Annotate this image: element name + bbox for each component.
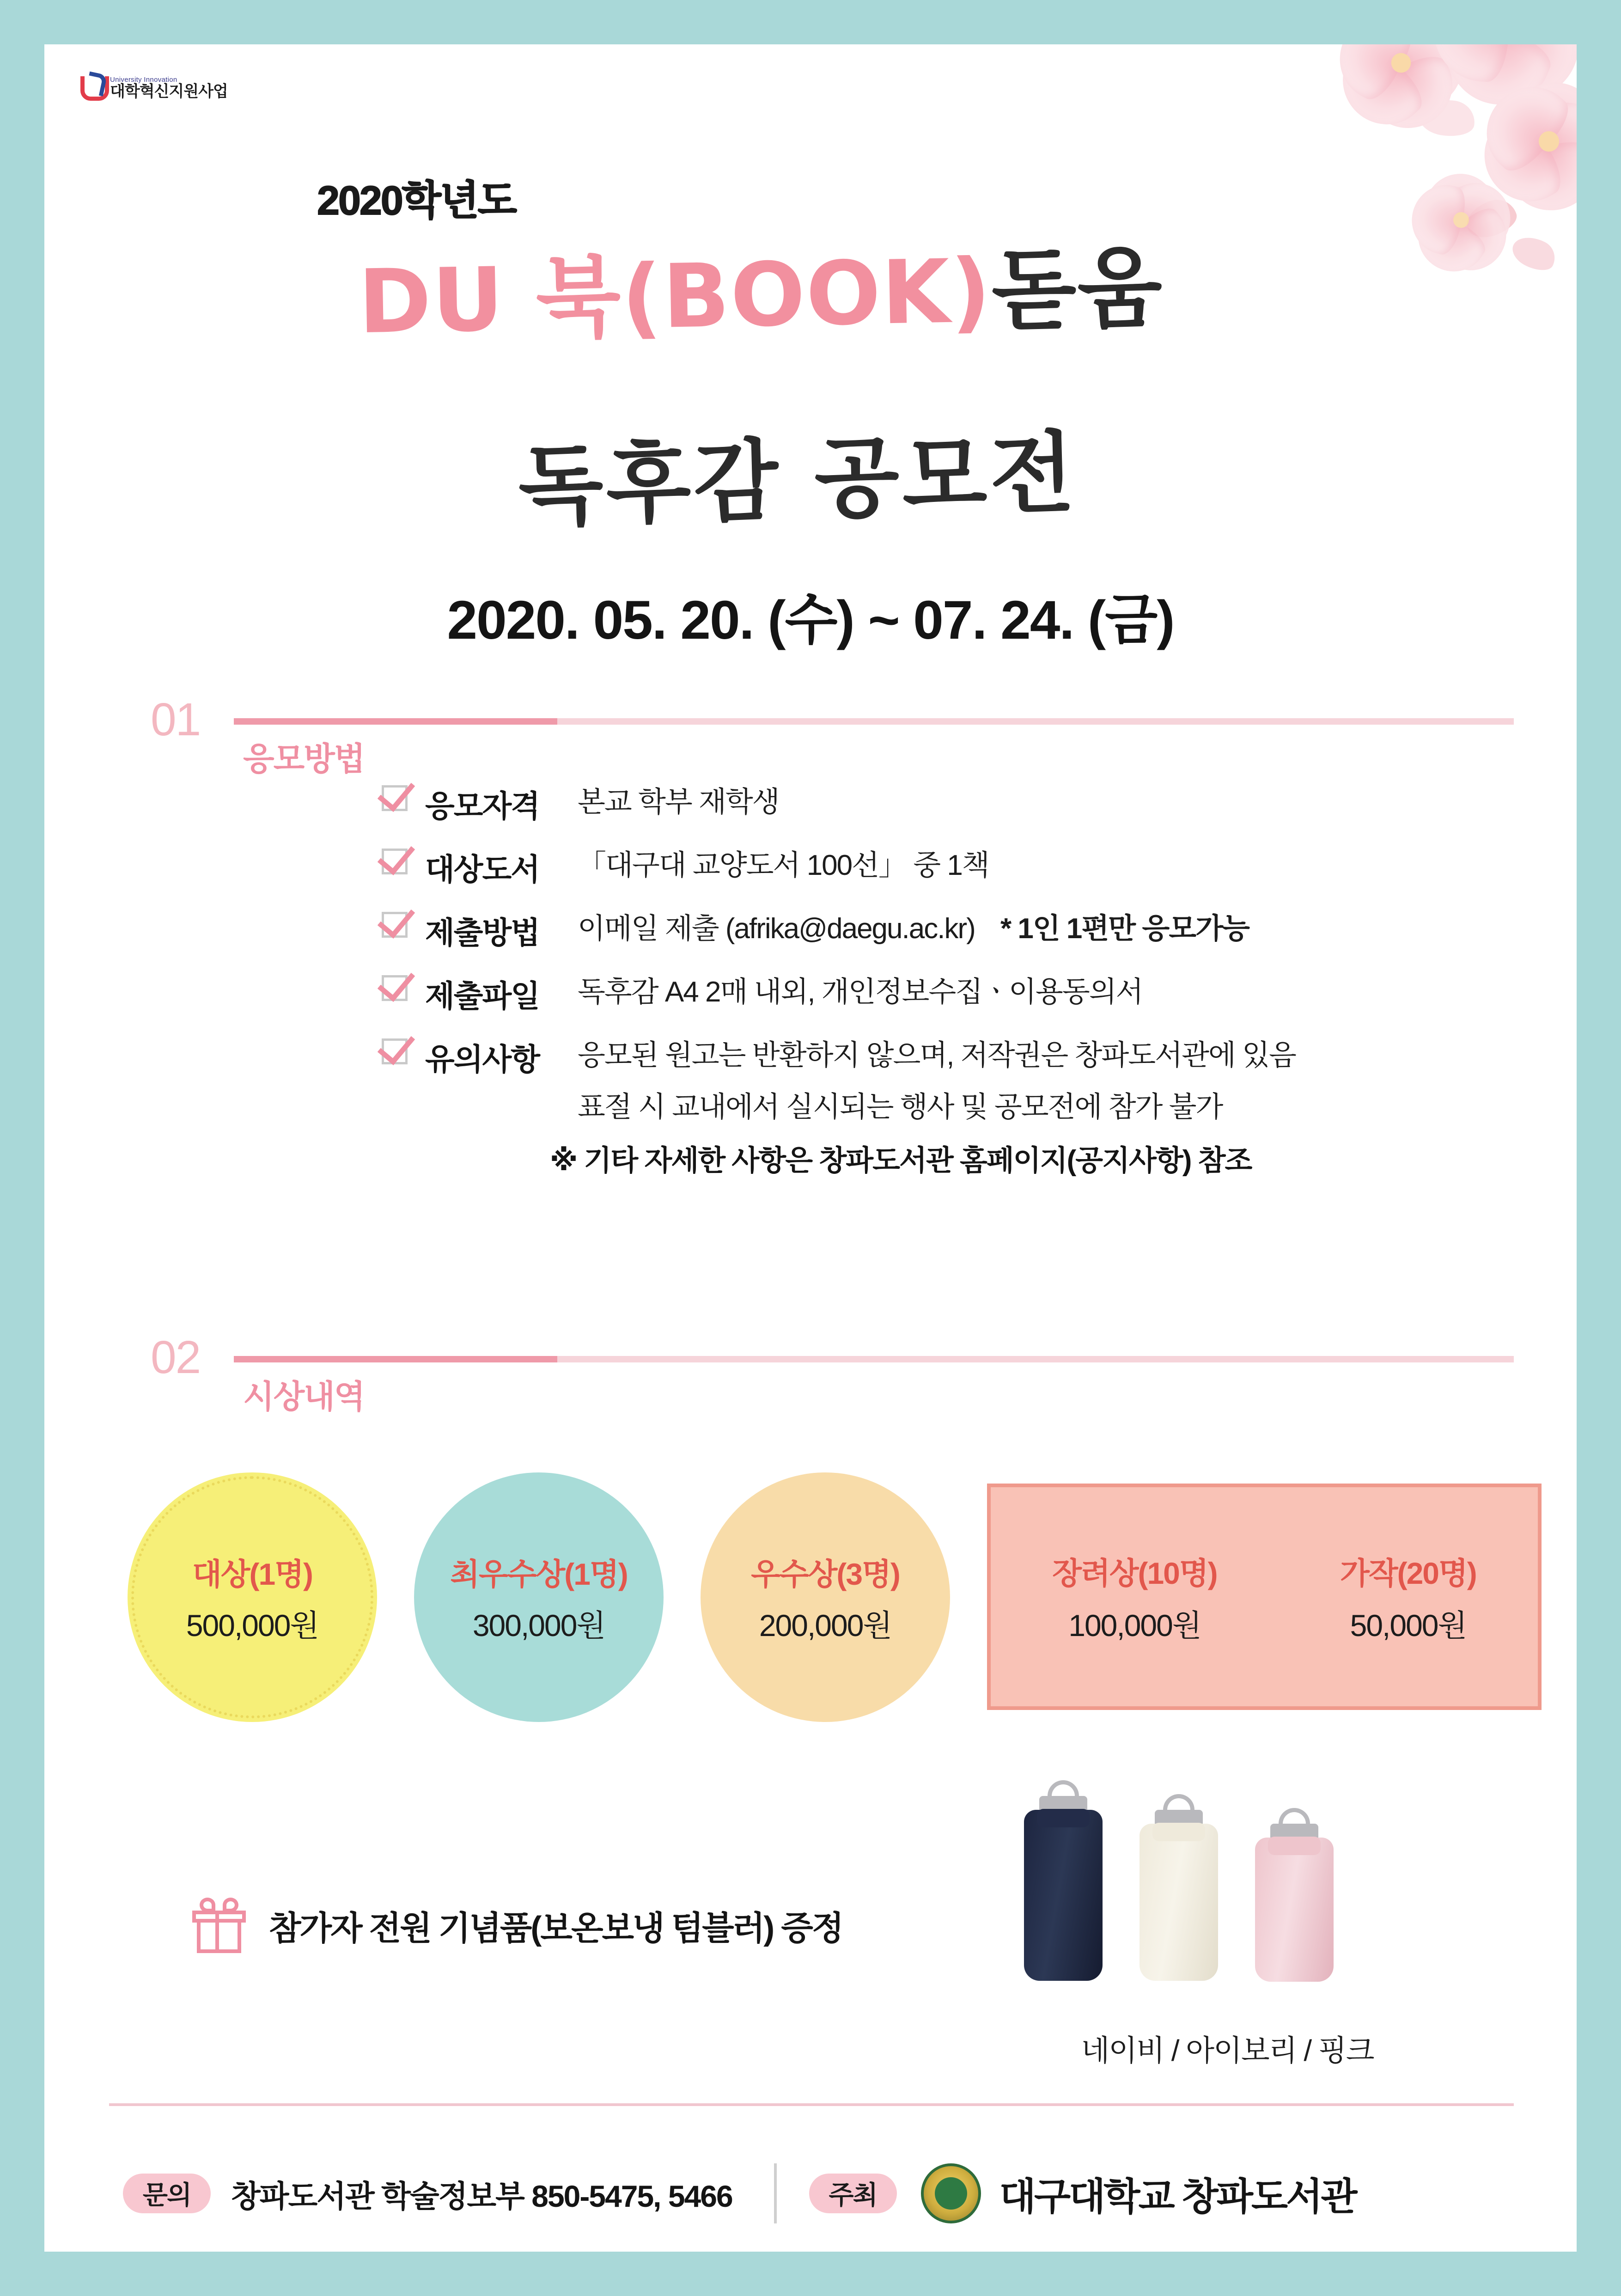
section-number: 02 xyxy=(151,1331,201,1383)
university-innovation-icon xyxy=(78,73,105,104)
tumbler-navy-icon xyxy=(1024,1796,1103,1995)
prize-item-encouragement xyxy=(1052,1549,1217,1645)
prize-item-grand xyxy=(128,1472,377,1722)
academic-year: 2020학년도 xyxy=(317,177,516,223)
section-label: 시상내역 xyxy=(243,1379,365,1415)
row-key: 제출방법 xyxy=(425,916,540,950)
prize-title: 가작(20명) xyxy=(1340,1556,1476,1590)
inquiry-badge: 문의 xyxy=(123,2174,211,2213)
prize-box-minor xyxy=(987,1484,1542,1710)
row-key: 제출파일 xyxy=(425,979,540,1013)
program-logo xyxy=(78,73,228,104)
row-value: 독후감 A4 2매 내외, 개인정보수집ㆍ이용동의서 xyxy=(578,976,1143,1008)
row-key: 유의사항 xyxy=(425,1042,540,1076)
list-item xyxy=(382,1035,1577,1182)
prize-amount: 100,000원 xyxy=(1068,1608,1201,1643)
row-value-text-second-line: 표절 시 교내에서 실시되는 행사 및 공모전에 참가 불가 xyxy=(578,1091,1223,1123)
tumbler-images xyxy=(1024,1782,1384,1995)
list-item xyxy=(382,782,1577,825)
university-emblem-icon xyxy=(921,2163,981,2223)
row-value-text: 응모된 원고는 반환하지 않으며, 저작권은 창파도서관에 있음 xyxy=(578,1039,1296,1071)
footer-vertical-divider xyxy=(774,2163,777,2223)
host-name: 대구대학교 창파도서관 xyxy=(999,2175,1356,2218)
row-value: 본교 학부 재학생 xyxy=(578,786,779,818)
list-item xyxy=(382,845,1577,889)
prize-amount: 200,000원 xyxy=(759,1608,892,1643)
prize-amount: 500,000원 xyxy=(186,1608,319,1643)
gift-box-icon xyxy=(192,1898,246,1953)
title-pink-part: DU 북(BOOK) xyxy=(357,240,993,354)
host-badge: 주최 xyxy=(809,2174,897,2213)
check-icon xyxy=(382,975,408,1001)
poster-sheet xyxy=(44,44,1577,2252)
row-value-emphasis: * 1인 1편만 응모가능 xyxy=(1000,913,1249,945)
row-value: 「대구대 교양도서 100선」 중 1책 xyxy=(578,849,989,881)
row-key: 응모자격 xyxy=(425,789,540,823)
section-number: 01 xyxy=(151,694,201,745)
blossom-icon xyxy=(1381,44,1577,152)
poster-title-line1 xyxy=(44,212,1478,363)
footer xyxy=(123,2152,1509,2235)
poster-title-line2: 독후감 공모전 xyxy=(517,421,1079,538)
row-value xyxy=(578,908,1249,950)
tumbler-ivory-icon xyxy=(1140,1810,1218,1995)
blossom-icon xyxy=(1301,44,1501,163)
row-value-text: 이메일 제출 (afrika@daegu.ac.kr) xyxy=(578,913,975,945)
row-key: 대상도서 xyxy=(425,852,540,886)
check-icon xyxy=(382,912,408,938)
prize-item-excellence xyxy=(701,1472,950,1722)
check-icon xyxy=(382,785,408,811)
gift-notice xyxy=(192,1898,842,1953)
footer-inquiry xyxy=(123,2172,732,2216)
prize-amount: 50,000원 xyxy=(1350,1608,1467,1643)
prize-item-best xyxy=(414,1472,664,1722)
petal-icon xyxy=(1417,96,1477,140)
logo-text-ko: 대학혁신지원사업 xyxy=(110,83,228,101)
prize-title: 장려상(10명) xyxy=(1052,1556,1217,1590)
apply-method-list xyxy=(382,782,1577,1201)
petal-icon xyxy=(1508,230,1560,276)
prize-amount: 300,000원 xyxy=(472,1608,605,1643)
gift-text: 참가자 전원 기념품(보온보냉 텀블러) 증정 xyxy=(269,1910,843,1947)
event-date-range: 2020. 05. 20. (수) ~ 07. 24. (금) xyxy=(447,590,1174,651)
footer-divider xyxy=(109,2103,1514,2106)
check-icon xyxy=(382,1038,408,1064)
check-icon xyxy=(382,849,408,874)
list-item xyxy=(382,971,1577,1015)
section-label: 응모방법 xyxy=(243,741,365,777)
section-note: ※ 기타 자세한 사항은 창파도서관 홈페이지(공지사항) 참조 xyxy=(550,1144,1252,1177)
prize-title: 우수상(3명) xyxy=(751,1557,900,1591)
prize-title: 최우수상(1명) xyxy=(450,1557,628,1591)
prize-item-honorable xyxy=(1340,1549,1476,1645)
section-rule xyxy=(234,718,1514,725)
prize-title: 대상(1명) xyxy=(192,1557,312,1591)
footer-host xyxy=(809,2163,1356,2223)
title-dark-part: 돋움 xyxy=(990,237,1164,342)
inquiry-text: 창파도서관 학술정보부 850-5475, 5466 xyxy=(231,2179,732,2213)
tumbler-colors-caption: 네이비 / 아이보리 / 핑크 xyxy=(1081,2034,1374,2067)
list-item xyxy=(382,908,1577,952)
row-value xyxy=(550,1035,1296,1182)
section-rule xyxy=(234,1356,1514,1362)
prize-list xyxy=(128,1472,1542,1722)
tumbler-pink-icon xyxy=(1255,1824,1334,1995)
logo-text-en: University Innovation xyxy=(110,76,177,84)
